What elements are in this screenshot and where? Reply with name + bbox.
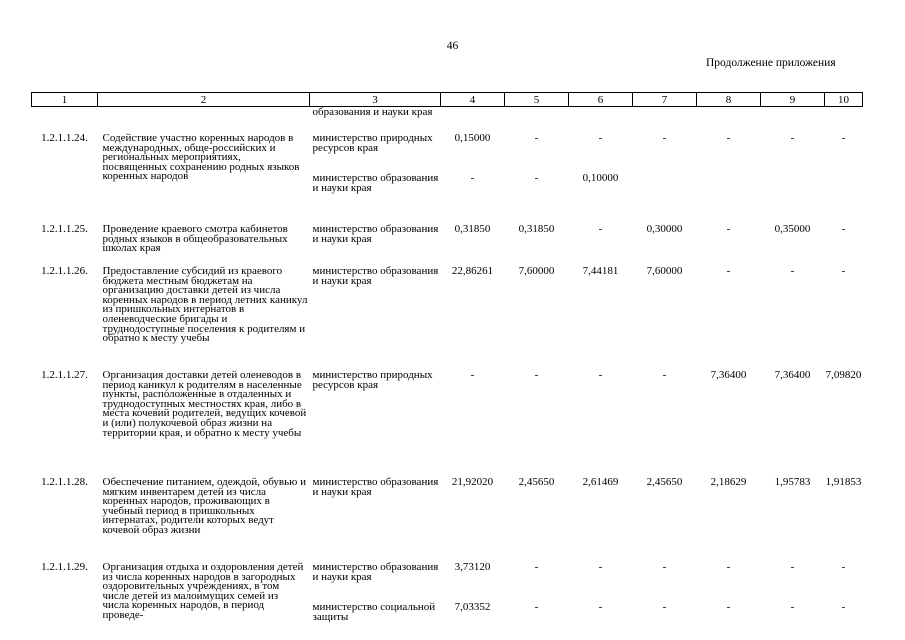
table-body [32, 107, 863, 634]
value-cell-col-9: - [790, 265, 795, 277]
value-cell-col-9 [761, 172, 825, 223]
responsible-agency: министерство образования и науки края [312, 223, 439, 245]
value-cell-col-8: - [726, 601, 731, 613]
responsible-agency: министерство природных ресурсов края [312, 369, 433, 391]
value-cell-col-7: - [662, 561, 667, 573]
responsible-agency: министерство образования и науки края [312, 476, 439, 498]
row-number: 1.2.1.1.26. [41, 265, 88, 277]
activity-name: Содействие участно коренных народов в международных, обще-российских и региональных мероприятиях, посвященных сохранению родных языков коренных народов [102, 132, 300, 183]
value-cell-col-7: 0,30000 [646, 223, 683, 235]
activity-name: Проведение краевого смотра кабинетов родных языков в общеобразовательных школах края [102, 223, 288, 255]
value-cell-col-5: - [534, 172, 539, 184]
value-cell-col-6: 7,44181 [582, 265, 619, 277]
header-col-9: 9 [761, 93, 825, 107]
responsible-agency: министерство образования и науки края [312, 265, 439, 287]
value-cell-col-10 [825, 172, 863, 223]
value-cell-col-9: - [790, 601, 795, 613]
value-cell-col-10: - [841, 561, 846, 573]
value-cell-col-5: - [534, 601, 539, 613]
value-cell-col-8: 7,36400 [710, 369, 747, 381]
value-cell-col-6: 0,10000 [582, 172, 619, 184]
value-cell-col-7: - [662, 132, 667, 144]
value-cell-col-8: - [726, 561, 731, 573]
value-cell-col-10: 7,09820 [825, 369, 862, 381]
value-cell-col-4: 21,92020 [451, 476, 494, 488]
value-cell-col-6: 2,61469 [582, 476, 619, 488]
value-cell-col-7: 2,45650 [646, 476, 683, 488]
header-col-5: 5 [505, 93, 569, 107]
value-cell-col-9: - [790, 132, 795, 144]
value-cell-col-8: 2,18629 [710, 476, 747, 488]
header-row [32, 93, 863, 107]
activity-name: Предоставление субсидий из краевого бюджета местным бюджетам на организацию доставки детей из числа коренных народов в период летних каникул из пришкольных интернатов в оленеводческие бригады и труднодоступные поселения к родителям и обратно к месту учебы [102, 265, 308, 345]
responsible-agency: министерство социальной защиты [312, 601, 436, 623]
value-cell-col-10: - [841, 265, 846, 277]
activity-name: Организация отдыха и оздоровления детей из числа коренных народов в загородных оздоровительных учреждениях, в том числе детей из малоимущих семей из числа коренных народов, в период проведе- [102, 561, 304, 621]
value-cell-col-8: - [726, 265, 731, 277]
responsible-agency: министерство образования и науки края [312, 561, 439, 583]
value-cell-col-7: 7,60000 [646, 265, 683, 277]
value-cell-col-5: - [534, 561, 539, 573]
responsible-agency: министерство образования и науки края [312, 172, 439, 194]
value-cell-col-10: 1,91853 [825, 476, 862, 488]
value-cell-col-4: 0,31850 [454, 223, 491, 235]
value-cell-col-4: 22,86261 [451, 265, 494, 277]
table-row [32, 561, 863, 601]
value-cell-col-5: 7,60000 [518, 265, 555, 277]
continuation-label: Продолжение приложения [706, 57, 836, 69]
activity-name: Обеспечение питанием, одеждой, обувью и мягким инвентарем детей из числа коренных народов, проживающих в учебный период в пришкольных интернатах, родители которых ведут кочевой образ жизни [102, 476, 306, 536]
value-cell-col-4: - [470, 172, 475, 184]
activity-name: Организация доставки детей оленеводов в период каникул к родителям в населенные пункты, расположенные в отдаленных и труднодоступных местностях края, либо в места кочевий родителей, ведущих кочевой и (или) полукочевой образ жизни на территории края, и обратно к месту учебы [102, 369, 307, 439]
value-cell-col-10: - [841, 223, 846, 235]
table-row [32, 369, 863, 476]
value-cell-col-9: - [790, 561, 795, 573]
value-cell-col-6: - [598, 561, 603, 573]
row-number: 1.2.1.1.25. [41, 223, 88, 235]
table-row [32, 476, 863, 561]
value-cell-col-4: 3,73120 [454, 561, 491, 573]
carryover-responsible: образования и науки края [312, 106, 433, 118]
value-cell-col-6: - [598, 223, 603, 235]
header-col-4: 4 [441, 93, 505, 107]
responsible-agency: министерство природных ресурсов края [312, 132, 433, 154]
value-cell-col-5: 0,31850 [518, 223, 555, 235]
header-col-3: 3 [310, 93, 441, 107]
value-cell-col-4: - [470, 369, 475, 381]
value-cell-col-8: - [726, 223, 731, 235]
row-number: 1.2.1.1.29. [41, 561, 88, 573]
page-number: 46 [446, 40, 459, 52]
appendix-table [31, 92, 863, 633]
header-col-7: 7 [633, 93, 697, 107]
value-cell-col-5: 2,45650 [518, 476, 555, 488]
value-cell-col-10: - [841, 132, 846, 144]
table-row [32, 265, 863, 369]
header-col-8: 8 [697, 93, 761, 107]
value-cell-col-6: - [598, 132, 603, 144]
header-col-6: 6 [569, 93, 633, 107]
value-cell-col-4: 0,15000 [454, 132, 491, 144]
value-cell-col-7: - [662, 601, 667, 613]
carryover-row [32, 107, 863, 133]
row-number: 1.2.1.1.28. [41, 476, 88, 488]
value-cell-col-4: 7,03352 [454, 601, 491, 613]
value-cell-col-9: 7,36400 [774, 369, 811, 381]
row-number: 1.2.1.1.24. [41, 132, 88, 144]
value-cell-col-5: - [534, 369, 539, 381]
value-cell-col-8 [697, 172, 761, 223]
value-cell-col-8: - [726, 132, 731, 144]
header-col-10: 10 [825, 93, 863, 107]
value-cell-col-5: - [534, 132, 539, 144]
value-cell-col-6: - [598, 369, 603, 381]
value-cell-col-7: - [662, 369, 667, 381]
header-col-1: 1 [32, 93, 98, 107]
value-cell-col-7 [633, 172, 697, 223]
table-row [32, 132, 863, 172]
value-cell-col-9: 1,95783 [774, 476, 811, 488]
table-row [32, 223, 863, 265]
header-col-2: 2 [98, 93, 310, 107]
value-cell-col-6: - [598, 601, 603, 613]
value-cell-col-9: 0,35000 [774, 223, 811, 235]
row-number: 1.2.1.1.27. [41, 369, 88, 381]
value-cell-col-10: - [841, 601, 846, 613]
